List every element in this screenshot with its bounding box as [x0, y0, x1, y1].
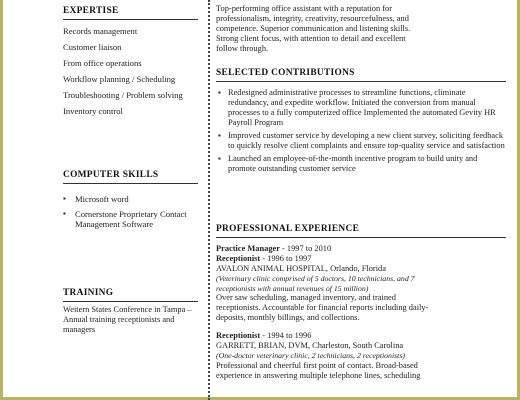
training-text: Weitern States Conference in Tampa – Annual training receptionists and managers	[63, 305, 192, 334]
expertise-item: Customer liaison	[63, 42, 122, 52]
expertise-item: From office operations	[63, 58, 142, 68]
contributions-list	[216, 88, 506, 174]
expertise-item: Records management	[63, 26, 138, 36]
experience-heading: PROFESSIONAL EXPERIENCE	[216, 224, 506, 238]
summary-paragraph: Top-performing office assistant with a reputation for professionalism, integrity, creativity, resourcefulness, and competence. Superior communication and listening skills. Strong client focus, with attention to detail and excellent follow through.	[216, 4, 411, 53]
expertise-section	[63, 6, 198, 116]
computer-skill-item: ▪ Cornerstone Proprietary Contact Management Software	[63, 209, 198, 229]
job-title-line	[216, 254, 438, 264]
contribution-item: ▪ Launched an employee-of-the-month incentive program to build unity and promote outstanding customer service	[216, 154, 506, 174]
contributions-heading: SELECTED CONTRIBUTIONS	[216, 68, 506, 82]
employer-name: GARRETT, BRIAN, DVM, Charleston, South Carolina	[216, 341, 404, 350]
expertise-heading: EXPERTISE	[63, 6, 198, 20]
contribution-item: ▪ Redesigned administrative processes to streamline functions, climinate redundancy, and expedite workflow. Initiated the conversion from manual processes to a fully computerized office Implemented the automated Gevity HR Payroll Program	[216, 88, 506, 128]
training-section	[63, 288, 198, 335]
job-title-line	[216, 244, 438, 254]
job-description: Over saw scheduling, managed inventory, and trained receptionists. Accountable for financial reports including daily-deposits, monthly billings, and collections.	[216, 293, 429, 322]
job-description: Professional and cheerful first point of contact. Broad-based experience in answering multiple telephone lines, scheduling	[216, 360, 421, 380]
job-title: Receptionist	[216, 254, 261, 263]
computer-skills-section	[63, 170, 198, 229]
job-title: Receptionist	[216, 331, 261, 340]
job-avalon	[216, 244, 438, 323]
job-title: Practice Manager	[216, 244, 280, 253]
employer-note: (One-doctor veterinary clinic, 2 technicians, 2 receptionists)	[216, 351, 405, 360]
column-divider	[208, 0, 210, 400]
expertise-item: Inventory control	[63, 106, 123, 116]
employer-name: AVALON ANIMAL HOSPITAL, Orlando, Florida	[216, 264, 386, 273]
job-dates: - 1997 to 2010	[279, 244, 332, 253]
expertise-item: Workflow planning / Scheduling	[63, 74, 176, 84]
computer-skills-heading: COMPUTER SKILLS	[63, 170, 198, 184]
computer-skills-list	[63, 194, 198, 229]
page-border-left	[0, 0, 3, 400]
contributions-section	[216, 68, 506, 177]
job-title-line	[216, 331, 438, 341]
computer-skill-item: ▪ Microsoft word	[63, 194, 198, 204]
contribution-item: ▪ Improved customer service by developing a new client survey, soliciting feedback to quickly resolve client complaints and ensure top-quality service and satisfaction	[216, 131, 506, 151]
job-garrett	[216, 331, 438, 381]
employer-note: (Veterinary clinic comprised of 5 doctors, 10 technicians, and 7 receptionists with annual revenues of 15 million)	[216, 274, 415, 293]
job-dates: - 1994 to 1996	[260, 331, 312, 340]
expertise-list	[63, 26, 198, 116]
training-heading: TRAINING	[63, 288, 198, 302]
experience-section	[216, 224, 506, 381]
job-dates: - 1996 to 1997	[260, 254, 312, 263]
expertise-item: Troubleshooting / Problem solving	[63, 90, 183, 100]
